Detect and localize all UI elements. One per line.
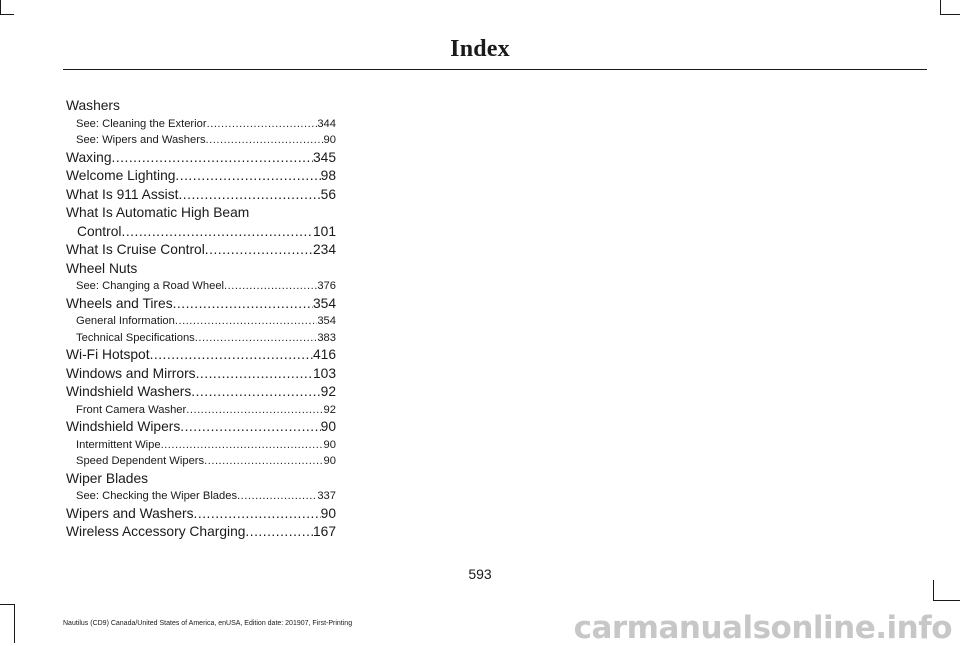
dot-leader [194,505,321,524]
dot-leader [175,313,317,330]
dot-leader [175,167,320,186]
crop-mark-bottom-left-h [0,604,14,605]
crop-mark-top-right-v [940,0,941,14]
index-entry-label: Windshield Washers [66,384,192,399]
index-list [66,97,336,542]
index-entry[interactable] [66,505,336,524]
index-entry-label: Windshield Wipers [66,419,181,434]
dot-leader [196,365,313,384]
index-entry-label: Wireless Accessory Charging [66,524,246,539]
crop-mark-bottom-left-v [14,604,15,643]
index-entry-page: 103 [312,365,336,381]
index-entry-label: What Is 911 Assist [66,186,179,202]
index-subentry[interactable] [66,116,336,133]
page-title: Index [450,36,510,62]
index-subentry[interactable] [66,132,336,149]
page-number: 593 [468,566,492,582]
footer-edition-note: Nautilus (CD9) Canada/United States of America, enUSA, Edition date: 201907, First-Printing [63,620,353,627]
crop-mark-bottom-right-v [933,580,934,600]
index-entry-page: 90 [323,455,336,467]
index-entry-page: 337 [317,490,336,502]
dot-leader [204,453,323,470]
index-entry-label: Windows and Mirrors [66,365,196,381]
dot-leader [237,488,317,505]
index-entry[interactable] [66,295,336,314]
dot-leader [186,402,323,419]
index-entry-page: 98 [320,168,336,183]
index-entry-label: What Is Cruise Control [66,242,205,257]
index-entry-page: 345 [312,149,336,165]
index-entry[interactable] [66,186,336,205]
index-heading[interactable] [66,97,336,116]
index-entry-label: What Is Automatic High Beam [66,205,250,220]
index-entry-label: Wheels and Tires [66,295,173,311]
index-entry-page: 90 [320,419,336,434]
index-entry-label: Speed Dependent Wipers [76,455,205,467]
index-entry[interactable] [66,346,336,365]
crop-mark-top-left-v [0,0,1,14]
index-entry-continuation[interactable] [66,223,336,242]
index-entry-label: Wi-Fi Hotspot [66,347,150,362]
index-entry-page: 90 [320,505,336,521]
index-entry-label: Intermittent Wipe [76,438,161,451]
index-entry[interactable] [66,149,336,168]
index-entry-label: Wheel Nuts [66,260,138,276]
header-rule [63,69,927,70]
index-entry-label: Control [77,223,122,239]
index-entry-page: 383 [317,331,336,344]
dot-leader [224,278,317,295]
index-entry-label: Washers [66,98,120,113]
index-entry-page: 234 [312,242,336,257]
dot-leader [150,346,313,365]
index-heading[interactable] [66,470,336,489]
dot-leader [112,149,313,168]
dot-leader [195,330,318,347]
index-entry-page: 376 [317,280,336,292]
index-entry-page: 354 [312,295,336,311]
index-subentry[interactable] [66,278,336,295]
index-entry-label: Technical Specifications [76,331,195,344]
index-subentry[interactable] [66,437,336,454]
index-entry-page: 344 [317,117,336,130]
index-entry-label: See: Checking the Wiper Blades [76,490,238,502]
watermark: carmanualsonline.info [573,610,952,646]
index-entry[interactable] [66,167,336,186]
dot-leader [191,383,320,402]
index-subentry[interactable] [66,330,336,347]
index-entry-page: 167 [312,524,336,539]
dot-leader [173,295,313,314]
index-entry-label: See: Cleaning the Exterior [76,117,207,130]
index-entry-label: Wipers and Washers [66,505,194,521]
dot-leader [245,523,313,542]
index-entry[interactable] [66,418,336,437]
index-entry-page: 90 [323,134,336,146]
index-entry-label: See: Changing a Road Wheel [76,280,225,292]
index-entry-label: General Information [76,315,175,327]
index-entry-page: 354 [317,315,336,327]
dot-leader [180,418,320,437]
index-entry-label: See: Wipers and Washers [76,134,206,146]
index-entry-label: Waxing [66,149,112,165]
index-entry[interactable] [66,383,336,402]
crop-mark-bottom-right-h [933,600,960,601]
index-heading[interactable] [66,204,336,223]
index-entry-page: 416 [312,347,336,362]
dot-leader [121,223,312,242]
crop-mark-top-left-h [0,14,14,15]
dot-leader [178,186,320,205]
index-entry-page: 101 [312,223,336,239]
index-entry-label: Wiper Blades [66,470,149,486]
index-entry[interactable] [66,241,336,260]
crop-mark-top-right-h [940,14,960,15]
dot-leader [205,241,313,260]
index-subentry[interactable] [66,402,336,419]
index-entry[interactable] [66,523,336,542]
index-entry-page: 90 [323,438,336,451]
index-subentry[interactable] [66,488,336,505]
index-entry-label: Front Camera Washer [76,403,187,416]
index-subentry[interactable] [66,453,336,470]
index-entry[interactable] [66,365,336,384]
index-entry-page: 56 [320,186,336,202]
index-heading[interactable] [66,260,336,279]
index-subentry[interactable] [66,313,336,330]
dot-leader [207,116,318,133]
dot-leader [206,132,324,149]
index-entry-label: Welcome Lighting [66,168,176,183]
dot-leader [161,437,324,454]
index-entry-page: 92 [323,403,336,416]
index-entry-page: 92 [320,384,336,399]
